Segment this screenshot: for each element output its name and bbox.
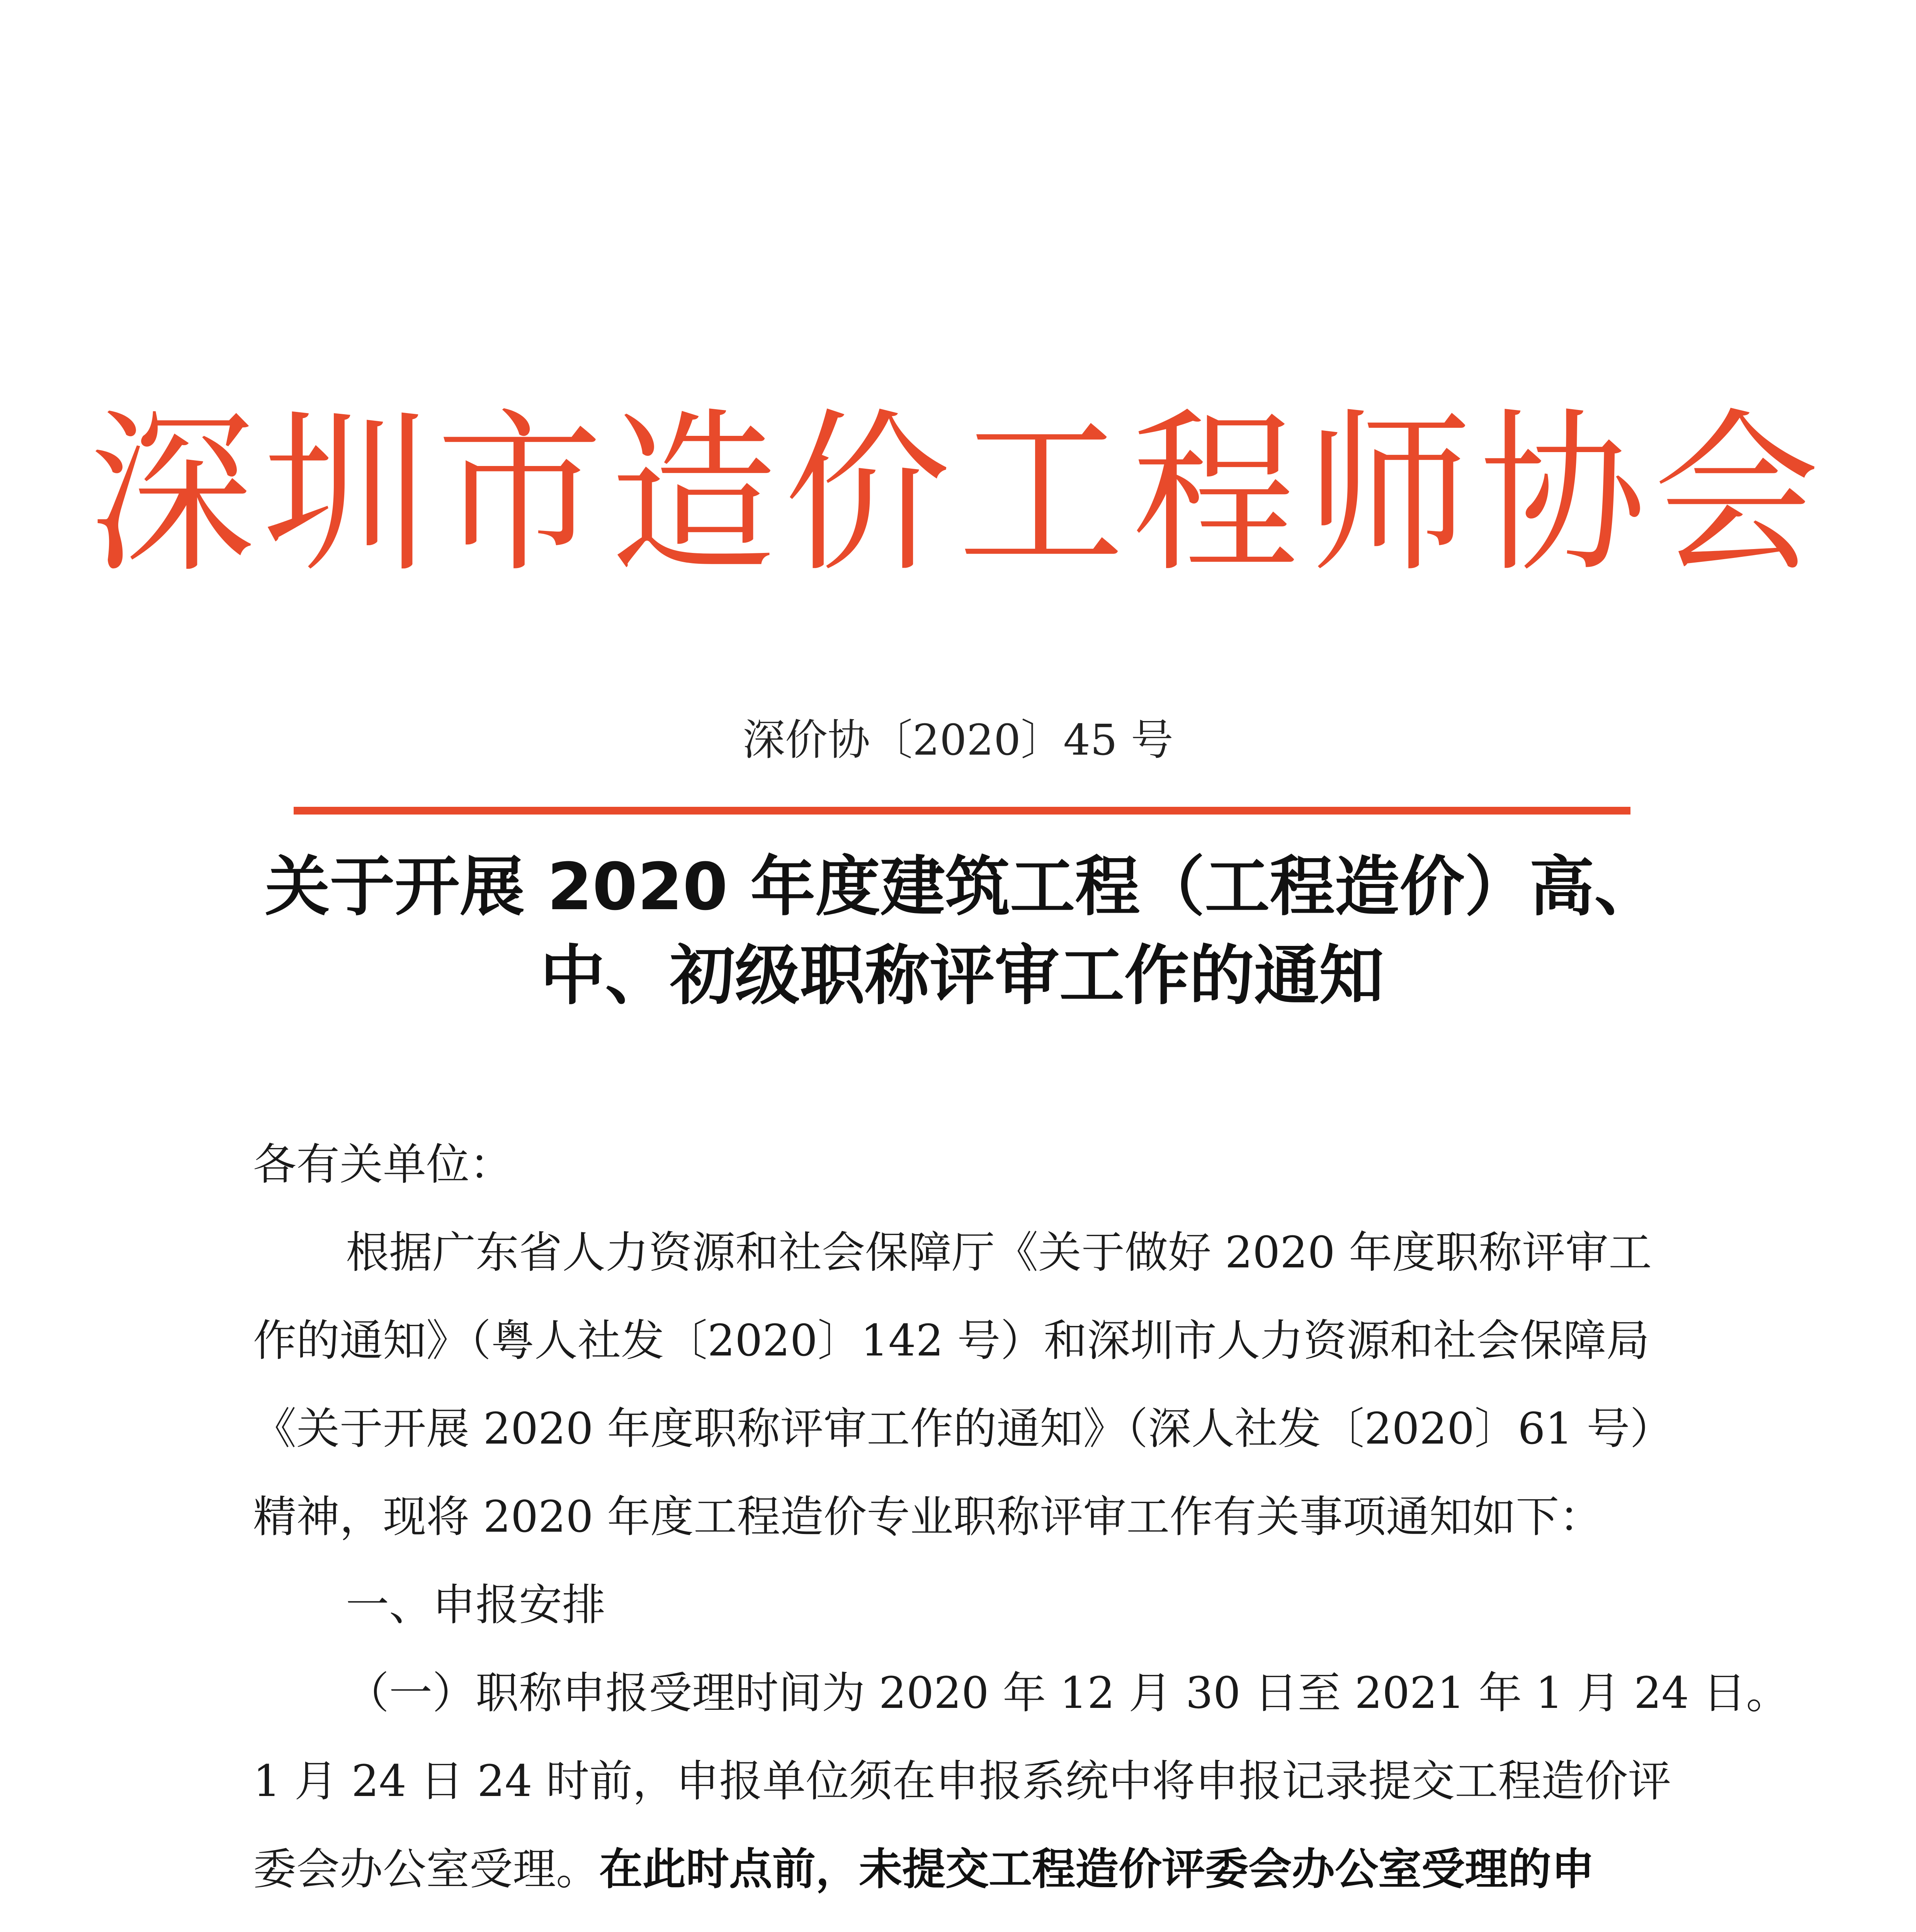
section-heading (253, 1561, 1675, 1649)
item-1-paragraph (253, 1649, 1790, 1932)
item-1-line-4-bold (253, 1913, 1675, 1932)
intro-line: 《关于开展 2020 年度职称评审工作的通知》（深人社发〔2020〕61 号） (253, 1404, 1673, 1454)
title-line-1: 关于开展 2020 年度建筑工程（工程造价）高、 (265, 849, 1659, 925)
salutation (253, 1121, 1675, 1209)
item-1-line: （一）职称申报受理时间为 2020 年 12 月 30 日至 2021 年 1 月 24 日。 (346, 1668, 1790, 1718)
intro-line: 作的通知》（粤人社发〔2020〕142 号）和深圳市人力资源和社会保障局 (253, 1316, 1650, 1366)
header-divider (294, 807, 1630, 815)
item-1-line: 1 月 24 日 24 时前，申报单位须在申报系统中将申报记录提交工程造价评 (253, 1756, 1671, 1806)
document-number: 深价协〔2020〕45 号 (743, 715, 1173, 765)
section-1-heading: 一、申报安排 (346, 1580, 605, 1630)
intro-paragraph (253, 1209, 1675, 1561)
item-1-line-3-normal: 委会办公室受理。 (253, 1844, 599, 1895)
document-title (216, 842, 1708, 1020)
intro-line: 根据广东省人力资源和社会保障厅《关于做好 2020 年度职称评审工 (346, 1228, 1652, 1278)
item-1-line-3-bold: 在此时点前，未提交工程造价评委会办公室受理的申 (599, 1844, 1595, 1895)
title-line-2: 中、初级职称评审工作的通知 (540, 938, 1384, 1014)
salutation-text: 各有关单位： (253, 1139, 513, 1190)
intro-line: 精神，现将 2020 年度工程造价专业职称评审工作有关事项通知如下： (253, 1492, 1603, 1542)
organization-name: 深圳市造价工程师协会 (88, 393, 1828, 596)
item-1-line-3 (253, 1825, 1675, 1913)
